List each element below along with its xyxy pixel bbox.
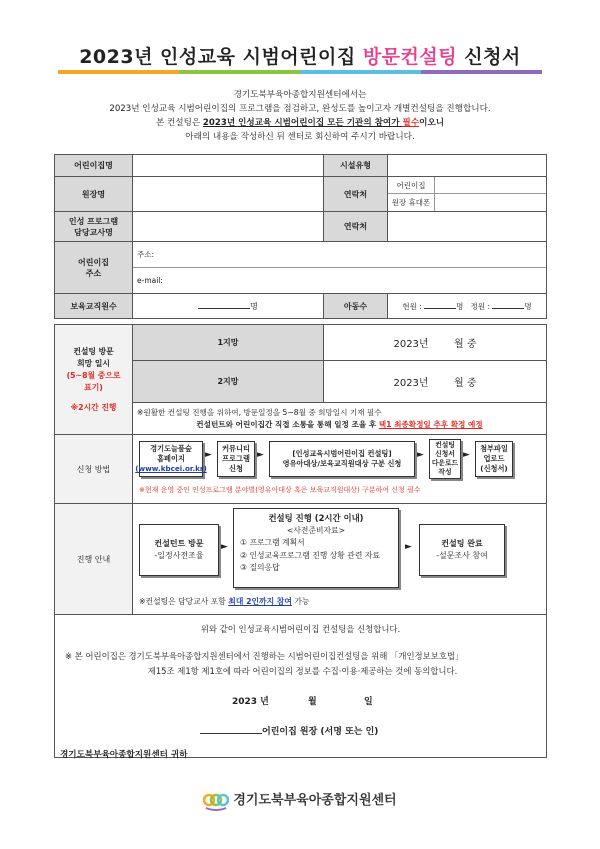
note-text: 컨설턴트와 어린이집간 직접 소통을 통해 일정 조율 후	[196, 419, 379, 429]
footer-logo	[0, 789, 600, 811]
page-title	[0, 42, 600, 69]
contact-label: 연락처	[324, 177, 388, 212]
intro-text-part: 본 컨설팅은	[155, 118, 203, 128]
visit-note-bold	[137, 419, 542, 431]
child-count-label: 아동수	[324, 294, 388, 319]
label-red-line: ※2시간 진행	[70, 402, 117, 412]
rainbow-divider	[58, 70, 542, 74]
daycare-name-label: 어린이집명	[55, 155, 133, 177]
progress-subtitle: <사전준비자료>	[286, 525, 346, 535]
visit-note: ※원활한 컨설팅 진행을 위하여, 방문일정을 5~8월 중 희망일시 기재 필수	[137, 407, 382, 417]
consent-line: 위와 같이 인성교육시범어린이집 컨설팅을 신청합니다.	[200, 624, 401, 634]
visit-label	[55, 325, 133, 435]
step-line: 컨설팅	[435, 441, 455, 449]
progress-note	[139, 596, 309, 607]
teacher-contact-field[interactable]	[388, 212, 547, 242]
step-line: 커뮤니티	[222, 444, 250, 453]
director-name-label: 원장명	[55, 177, 133, 212]
note-text: 가능	[291, 597, 310, 606]
title-highlight: 방문컨설팅	[362, 46, 458, 68]
blank-line	[492, 308, 524, 309]
child-count-field[interactable]	[388, 294, 547, 319]
step-program-select	[269, 441, 415, 477]
address-field[interactable]	[133, 242, 546, 268]
progress-title: 컨설팅 진행 (2시간 이내)	[268, 513, 364, 523]
apply-method-label: 신청 방법	[55, 435, 133, 504]
title-suffix: 신청서	[457, 46, 521, 68]
intro-required: 필수	[402, 118, 420, 128]
progress-item: ① 프로그램 계획서	[240, 538, 305, 547]
step-download	[429, 439, 461, 479]
unit-label: 명	[524, 301, 532, 311]
step-line: 신청서	[435, 450, 455, 458]
contact-director-phone-field[interactable]	[434, 194, 546, 211]
intro-line: 아래의 내용을 작성하신 뒤 센터로 회신하여 주시기 바랍니다.	[185, 132, 415, 142]
step-line: 작성	[438, 468, 452, 476]
arrow-right-icon: ►	[257, 450, 264, 460]
current-label: 현원 :	[402, 301, 422, 311]
choice1-field[interactable]	[324, 325, 547, 361]
sign-line	[200, 724, 378, 737]
intro-emphasis: 2023년 인성교육 시범어린이집 모든 기관의 참여가	[202, 118, 403, 128]
arrow-right-icon: ►	[205, 450, 212, 460]
label-red-line: (5~8월 중으로	[66, 370, 121, 380]
blank-line	[424, 308, 456, 309]
contact-cells	[388, 177, 547, 212]
step-line: 다운로드	[431, 459, 459, 467]
choice2-field[interactable]	[324, 361, 547, 403]
step-consulting-progress	[233, 508, 399, 588]
apply-note: ※현재 운영 중인 인성프로그램 분야별(영유아대상 혹은 보육교직원대상) 구분하여 신청 필수	[139, 486, 421, 494]
choice1-label: 1지망	[133, 325, 324, 361]
visit-notes	[133, 403, 547, 435]
apply-flow	[133, 435, 546, 503]
progress-cell	[133, 504, 547, 615]
consent-line: ※ 본 어린이집은 경기도북부육아종합지원센터에서 진행하는 시범어린이집컨설팅을 위해 「개인정보보호법」	[65, 651, 464, 661]
contact-daycare-field[interactable]	[434, 177, 546, 193]
date-year: 2023 년	[232, 697, 269, 707]
step-line: -설문조사 참여	[436, 551, 488, 560]
step-line: 경기도늘품숲	[150, 444, 192, 453]
daycare-name-field[interactable]	[133, 155, 324, 177]
email-prefix: e-mail:	[137, 276, 163, 285]
rainbow-segment	[421, 70, 542, 74]
year-label: 2023년	[393, 339, 429, 350]
arrow-right-icon: ►	[417, 450, 424, 460]
note-red-text: 택1 최종확정일 추후 확정 예정	[378, 419, 483, 429]
arrow-right-icon: ►	[221, 542, 228, 552]
label-line: 인성 프로그램	[68, 216, 119, 226]
intro-text	[0, 88, 600, 144]
unit-label: 명	[250, 301, 258, 311]
application-form	[54, 154, 547, 758]
intro-text-part: 이오니	[419, 118, 445, 128]
choice2-label: 2지망	[133, 361, 324, 403]
unit-label: 명	[456, 301, 464, 311]
facility-type-field[interactable]	[388, 155, 547, 177]
sign-label: 어린이집 원장 (서명 또는 인)	[262, 727, 379, 737]
step-line: 신청	[229, 464, 243, 473]
step-homepage	[135, 441, 207, 477]
intro-line	[0, 116, 600, 130]
label-line: 컨설팅 방문	[73, 346, 114, 356]
step-line: -일정사전조율	[154, 551, 204, 560]
director-name-field[interactable]	[133, 177, 324, 212]
arrow-right-icon: ►	[405, 542, 412, 552]
step-line: 첨부파일	[480, 444, 508, 453]
step-line: 컨설턴트 방문	[154, 539, 204, 548]
progress-label: 진행 안내	[55, 504, 133, 615]
label-red-line: 표기)	[84, 382, 103, 392]
rainbow-segment	[300, 70, 421, 74]
arrow-right-icon: ►	[463, 450, 470, 460]
month-label: 월 중	[454, 378, 477, 389]
email-field[interactable]	[133, 268, 546, 293]
label-line: 희망 일시	[77, 358, 110, 368]
progress-flow	[133, 504, 546, 614]
sign-blank[interactable]	[200, 733, 262, 734]
note-blue-text: 최대 2인까지 참여	[228, 597, 292, 606]
program-teacher-label	[55, 212, 133, 242]
step-line: (신청서)	[480, 464, 508, 473]
progress-item: ② 인성교육프로그램 진행 상황 관련 자료	[240, 550, 380, 560]
homepage-link[interactable]: (www.kbcei.or.kr)	[135, 464, 207, 473]
step-line: 컨설팅 완료	[441, 539, 483, 548]
facility-type-label: 시설유형	[324, 155, 388, 177]
intro-line: 2023년 인성교육 시범어린이집의 프로그램을 점검하고, 완성도를 높이고자 개별컨설팅을 진행합니다.	[109, 104, 491, 114]
org-logo-icon	[203, 791, 229, 811]
recipient: 경기도북부육아종합지원센터 귀하	[60, 750, 188, 760]
rainbow-segment	[179, 70, 300, 74]
date-day: 일	[364, 697, 373, 707]
step-line: 업로드	[483, 454, 505, 463]
note-text: ※컨설팅은 담당교사 포함	[139, 597, 229, 606]
step-line: 영유아대상/보육교직원대상 구분 신청	[282, 459, 402, 468]
blank-line	[198, 308, 250, 309]
capacity-label: 정원 :	[470, 301, 490, 311]
label-line: 주소	[85, 268, 102, 278]
org-name: 경기도북부육아종합지원센터	[233, 793, 397, 808]
program-teacher-field[interactable]	[133, 212, 324, 242]
label-line: 어린이집	[78, 257, 109, 267]
step-consultant-visit	[139, 524, 219, 576]
label-line: 담당교사명	[74, 227, 113, 237]
month-label: 월 중	[454, 339, 477, 350]
consent-line: 제15조 제1항 제1호에 따라 어린이집의 정보를 수집·이용·제공하는 것에 동의합니다.	[147, 666, 458, 676]
apply-method-cell	[133, 435, 547, 504]
progress-item: ③ 질의응답	[240, 563, 280, 572]
consent-agreement	[65, 649, 540, 679]
intro-line: 경기도북부육아종합지원센터에서는	[233, 90, 367, 100]
year-label: 2023년	[393, 378, 429, 389]
step-line: 홈페이지	[157, 454, 185, 463]
rainbow-segment	[58, 70, 179, 74]
address-cells	[133, 242, 547, 294]
title-text: 2023년 인성교육 시범어린이집	[79, 46, 363, 68]
staff-count-field[interactable]	[133, 294, 324, 319]
contact-daycare-label: 어린이집	[396, 180, 426, 190]
address-prefix: 주소:	[137, 250, 155, 259]
step-line: 프로그램	[222, 454, 250, 463]
address-label	[55, 242, 133, 294]
staff-count-label: 보육교직원수	[55, 294, 133, 319]
step-line: [인성교육시범어린이집 컨설팅]	[292, 449, 392, 458]
step-upload	[475, 441, 513, 477]
teacher-contact-label: 연락처	[324, 212, 388, 242]
contact-director-phone-label: 원장 휴대폰	[391, 198, 431, 207]
step-community	[217, 441, 255, 477]
date-month: 월	[308, 697, 317, 707]
step-consulting-complete	[419, 524, 505, 576]
